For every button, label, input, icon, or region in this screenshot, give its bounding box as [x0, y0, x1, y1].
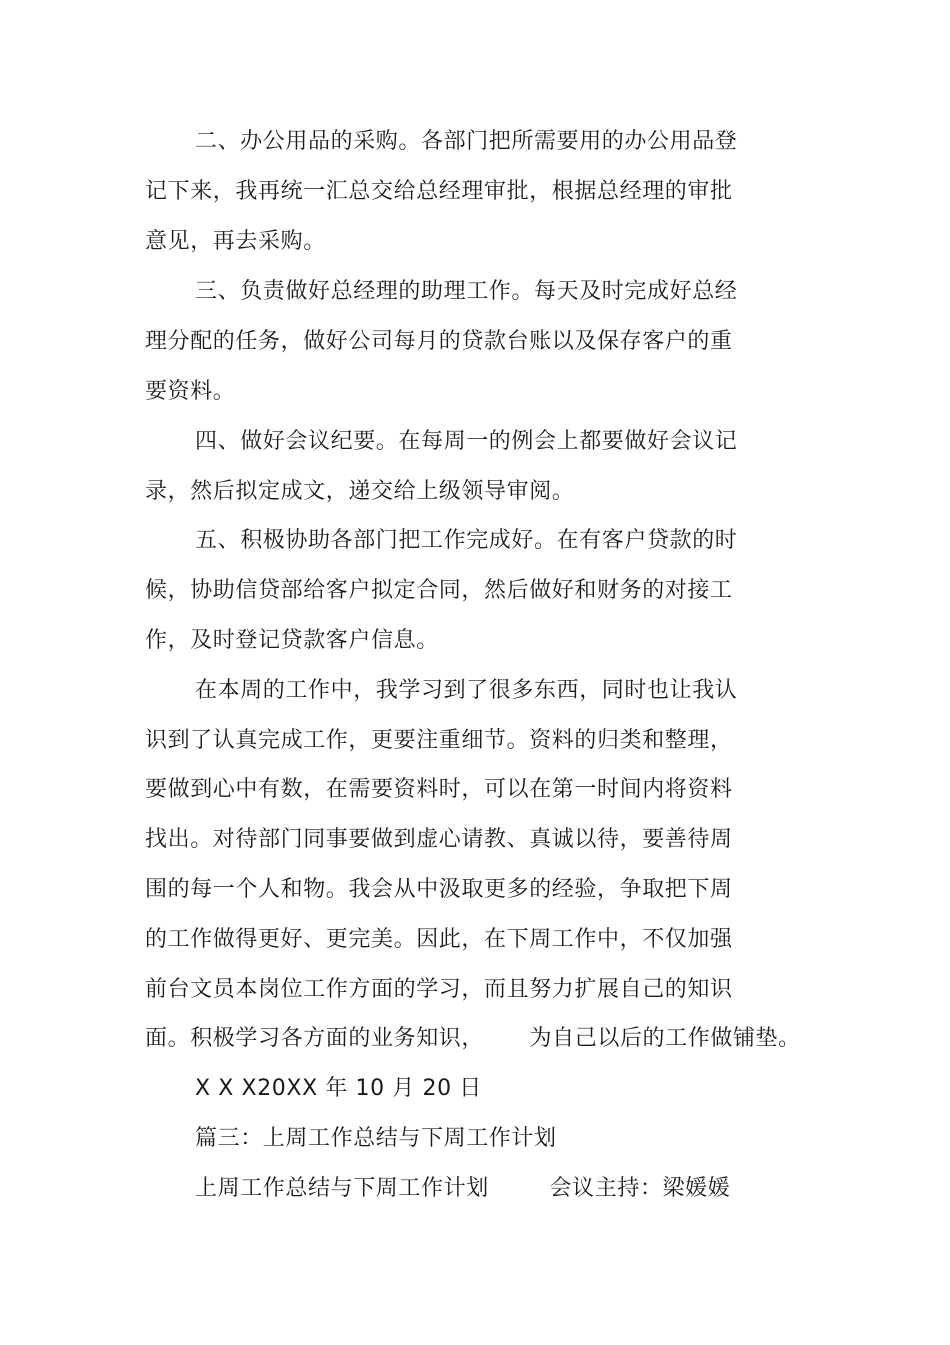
- paragraph-line: 候，协助信贷部给客户拟定合同，然后做好和财务的对接工: [145, 578, 733, 603]
- paragraph-line: 围的每一个人和物。我会从中汲取更多的经验，争取把下周: [145, 877, 733, 902]
- date-line: X X X20XX 年 10 月 20 日: [195, 1076, 482, 1101]
- paragraph-line: 四、做好会议纪要。在每周一的例会上都要做好会议记: [195, 429, 738, 454]
- paragraph-line: 识到了认真完成工作，更要注重细节。资料的归类和整理，: [145, 728, 733, 753]
- paragraph-line: 记下来，我再统一汇总交给总经理审批，根据总经理的审批: [145, 179, 733, 204]
- paragraph-line: 的工作做得更好、更完美。因此，在下周工作中，不仅加强: [145, 927, 733, 952]
- paragraph-line: 要做到心中有数，在需要资料时，可以在第一时间内将资料: [145, 777, 733, 802]
- paragraph-line: 五、积极协助各部门把工作完成好。在有客户贷款的时: [195, 528, 738, 553]
- paragraph-line: 在本周的工作中，我学习到了很多东西，同时也让我认: [195, 678, 738, 703]
- meeting-host-line: 上周工作总结与下周工作计划 会议主持：梁媛媛: [195, 1176, 731, 1201]
- paragraph-line: 要资料。: [145, 379, 236, 404]
- section-heading: 篇三：上周工作总结与下周工作计划: [195, 1126, 557, 1151]
- paragraph-line: 三、负责做好总经理的助理工作。每天及时完成好总经: [195, 279, 738, 304]
- paragraph-line: 前台文员本岗位工作方面的学习，而且努力扩展自己的知识: [145, 977, 733, 1002]
- paragraph-line: 找出。对待部门同事要做到虚心请教、真诚以待，要善待周: [145, 827, 733, 852]
- paragraph-line: 意见，再去采购。: [145, 229, 326, 254]
- paragraph-line: 录，然后拟定成文，递交给上级领导审阅。: [145, 479, 575, 504]
- paragraph-line: 二、办公用品的采购。各部门把所需要用的办公用品登: [195, 129, 738, 154]
- paragraph-line: 理分配的任务，做好公司每月的贷款台账以及保存客户的重: [145, 329, 733, 354]
- paragraph-line: 面。积极学习各方面的业务知识， 为自己以后的工作做铺垫。: [145, 1026, 801, 1051]
- paragraph-line: 作，及时登记贷款客户信息。: [145, 628, 439, 653]
